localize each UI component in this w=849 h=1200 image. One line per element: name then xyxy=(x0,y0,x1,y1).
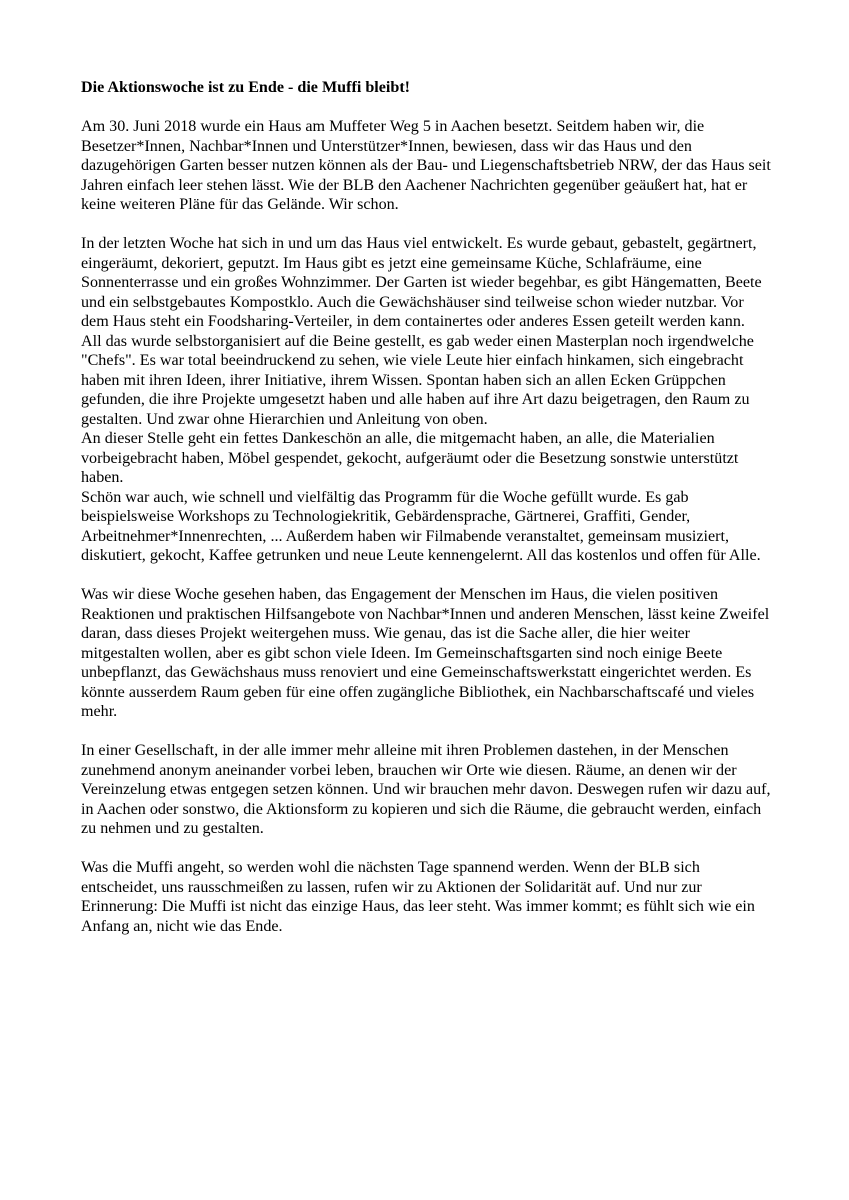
paragraph-society: In einer Gesellschaft, in der alle immer mehr alleine mit ihren Problemen dastehen, in der Menschen zunehmend anonym aneinander vorbei leben, brauchen wir Orte wie diesen. Räume, an denen wir der Vereinzelung etwas entgegen setzen können. Und wir brauchen mehr davon. Deswegen rufen wir dazu auf, in Aachen oder sonstwo, die Aktionsform zu kopieren und sich die Räume, die gebraucht werden, einfach zu nehmen und zu gestalten. xyxy=(81,742,771,837)
paragraph-self-organized: All das wurde selbstorganisiert auf die Beine gestellt, es gab weder einen Masterplan noch irgendwelche "Chefs". Es war total beeindruckend zu sehen, wie viele Leute hier einfach hinkamen, sich eingebracht haben mit ihren Ideen, ihrer Initiative, ihrem Wissen. Spontan haben sich an allen Ecken Grüppchen gefunden, die ihre Projekte umgesetzt haben und alle haben auf ihre Art dazu beigetragen, den Raum zu gestalten. Und zwar ohne Hierarchien und Anleitung von oben. xyxy=(81,332,754,428)
section-week-review xyxy=(81,234,771,566)
section-outlook xyxy=(81,585,771,722)
paragraph-closing: Was die Muffi angeht, so werden wohl die nächsten Tage spannend werden. Wenn der BLB sich entscheidet, uns rausschmeißen zu lassen, rufen wir zu Aktionen der Solidarität auf. Und nur zur Erinnerung: Die Muffi ist nicht das einzige Haus, das leer steht. Was immer kommt; es fühlt sich wie ein Anfang an, nicht wie das Ende. xyxy=(81,859,755,935)
section-call-to-action xyxy=(81,741,771,839)
paragraph-thanks: An dieser Stelle geht ein fettes Dankeschön an alle, die mitgemacht haben, an alle, die Materialien vorbeigebracht haben, Möbel gespendet, gekocht, aufgeräumt oder die Besetzung sonstwie unterstützt haben. xyxy=(81,430,739,486)
section-occupation-intro xyxy=(81,117,771,215)
document-page xyxy=(81,78,771,956)
document-title: Die Aktionswoche ist zu Ende - die Muffi bleibt! xyxy=(81,79,411,96)
paragraph-developments: In der letzten Woche hat sich in und um das Haus viel entwickelt. Es wurde gebaut, gebastelt, gegärtnert, eingeräumt, dekoriert, geputzt. Im Haus gibt es jetzt eine gemeinsame Küche, Schlafräume, eine Sonnenterrasse und ein großes Wohnzimmer. Der Garten ist wieder begehbar, es gibt Hängematten, Beete und ein selbstgebautes Kompostklo. Auch die Gewächshäuser sind teilweise schon wieder nutzbar. Vor dem Haus steht ein Foodsharing-Verteiler, in dem containertes oder anderes Essen geteilt werden kann. xyxy=(81,235,762,330)
paragraph-intro: Am 30. Juni 2018 wurde ein Haus am Muffeter Weg 5 in Aachen besetzt. Seitdem haben wir, die Besetzer*Innen, Nachbar*Innen und Unterstützer*Innen, bewiesen, dass wir das Haus und den dazugehörigen Garten besser nutzen können als der Bau- und Liegenschaftsbetrieb NRW, der das Haus seit Jahren einfach leer stehen lässt. Wie der BLB den Aachener Nachrichten gegenüber geäußert hat, hat er keine weiteren Pläne für das Gelände. Wir schon. xyxy=(81,118,771,213)
section-closing xyxy=(81,858,771,936)
paragraph-engagement: Was wir diese Woche gesehen haben, das Engagement der Menschen im Haus, die vielen positiven Reaktionen und praktischen Hilfsangebote von Nachbar*Innen und anderen Menschen, lässt keine Zweifel daran, dass dieses Projekt weitergehen muss. Wie genau, das ist die Sache aller, die hier weiter mitgestalten wollen, aber es gibt schon viele Ideen. Im Gemeinschaftsgarten sind noch einige Beete unbepflanzt, das Gewächshaus muss renoviert und eine Gemeinschaftswerkstatt eingerichtet werden. Es könnte ausserdem Raum geben für eine offen zugängliche Bibliothek, ein Nachbarschaftscafé und vieles mehr. xyxy=(81,586,770,720)
paragraph-program: Schön war auch, wie schnell und vielfältig das Programm für die Woche gefüllt wurde. Es gab beispielsweise Workshops zu Technologiekritik, Gebärdensprache, Gärtnerei, Graffiti, Gender, Arbeitnehmer*Innenrechten, ... Außerdem haben wir Filmabende veranstaltet, gemeinsam musiziert, diskutiert, gekocht, Kaffee getrunken und neue Leute kennengelernt. All das kostenlos und offen für Alle. xyxy=(81,488,761,564)
